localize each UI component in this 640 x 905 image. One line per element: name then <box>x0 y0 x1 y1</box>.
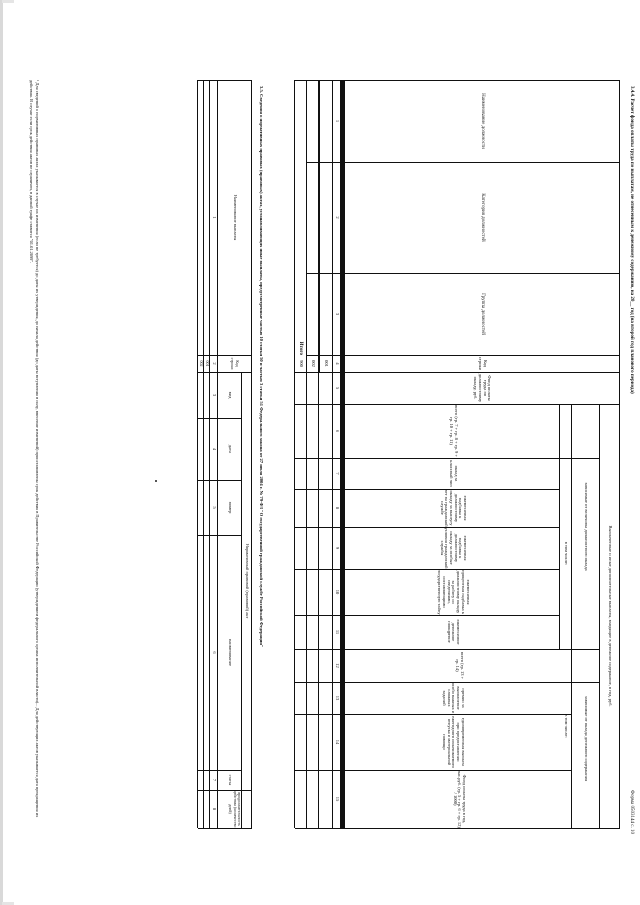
t2-header-type: вид <box>228 391 234 399</box>
col-num-4: 4 <box>334 362 340 365</box>
header-class-rank: оклад за классный чин <box>449 460 459 487</box>
header-in-that-number-2: в том числе: <box>564 714 570 738</box>
col-num-7: 7 <box>334 472 340 475</box>
footnote-text: ¹ Для сведений о нормативных правовых актах указывается в случае их изменения (если не требуется) до даты их утверждения, до начала действия (до даты вступления в силу, внесение изменений) приостановлены срок действия в Правительстве Российской Федерации (утверждением федерального органа исполнительной власти)... Для действующих актов указывается дата прекращения их действия. В случае если срок действия актов не ограничен, в данной графе ставится "01.01.2099". <box>29 80 40 818</box>
t2-col-num-3: 3 <box>212 393 218 397</box>
header-position-name: Наименование должности <box>479 93 485 149</box>
total-label: Итого <box>298 341 304 355</box>
line-code-001: 001 <box>324 360 330 367</box>
t2-col-num-1: 1 <box>212 216 218 219</box>
t2-header-number: номер <box>228 501 234 514</box>
col-num-12: 12 <box>334 663 340 668</box>
col-num-15: 15 <box>334 796 340 802</box>
table1-heading: 3.4.4. Расчет фонда оплаты труда по выплатам, не отнесенным к денежному содержанию, на 20__ год (на второй год планового периода) <box>629 86 634 394</box>
footnote <box>29 80 40 828</box>
t2-header-payment-name: Наименование выплаты <box>232 194 238 241</box>
t2-col-num-4: 4 <box>212 447 218 451</box>
col-num-13: 13 <box>334 695 340 701</box>
t2-col-num-7: 7 <box>212 778 218 782</box>
header-total-monthly: всего (гр. 7 + гр. 8 + гр. 9 + гр. 10 + гр. 11) <box>449 405 459 457</box>
t2-line-code-001: 001 <box>205 360 210 367</box>
t2-header-validity: продолжительность действия (количество дней) <box>228 790 242 828</box>
header-monthly-incentive: ежемесячное денежное поощрение <box>446 619 462 645</box>
t2-col-num-8: 8 <box>212 807 218 811</box>
table2-heading: 3.5. Сведения о нормативных правовых (правовых) актах, устанавливающих иные выплаты, предусмотренные частью 10 статьи 50 и частью 3 статьи 51 Федерального закона от 27 июля 2004 г. № 79-ФЗ "О государственной гражданской службе Российской Федерации" <box>259 86 264 648</box>
header-state-secret: ежемесячная процентная надбавка к должностному окладу за работу со сведениями, составляющими государственную тайну <box>437 569 471 615</box>
header-total-other: всего (гр. 13 + гр. 14) <box>455 651 465 680</box>
header-lump-sum: единовременная выплата при предоставлении ежегодного оплачиваемого отпуска и материальной помощи <box>441 716 466 768</box>
t2-header-date: дата <box>228 444 234 454</box>
t2-header-article: статья <box>228 774 234 786</box>
t2-header-act-group: Нормативный правовой (правовой) акт <box>244 543 250 619</box>
col-num-6: 6 <box>334 429 340 433</box>
col-num-2: 2 <box>334 216 340 219</box>
header-premiums: премии за выполнение особо важных и сложных заданий <box>441 682 466 714</box>
header-position-category: Категория должностей <box>479 193 485 242</box>
header-group-positional: зависимые от величины должностного оклада <box>584 482 590 571</box>
line-code-002: 002 <box>311 360 317 367</box>
col-num-11: 11 <box>334 629 340 635</box>
header-fund-total: Фонд оплаты труда в год, тыс.руб. (гр. 5 + гр. 6 + гр. 12) / 1000) <box>452 770 468 828</box>
col-num-8: 8 <box>334 506 340 510</box>
col-num-1: 1 <box>334 119 340 123</box>
t2-header-name: наименование <box>228 638 234 667</box>
header-line-code: Код строки <box>478 356 488 371</box>
col-num-3: 3 <box>334 312 340 316</box>
t2-col-num-5: 5 <box>212 506 218 509</box>
col-num-14: 14 <box>334 739 340 745</box>
header-group-paid: Выплаченные и иные дополнительные выплаты, входящие в денежное содержание, в год, руб. <box>607 525 613 707</box>
col-num-9: 9 <box>334 546 340 550</box>
header-seniority-bonus: ежемесячная надбавка к должностному окладу за выслугу лет на гражданской службе <box>439 489 469 527</box>
t2-col-num-2: 2 <box>212 362 218 365</box>
t2-col-num-6: 6 <box>212 651 218 654</box>
t2-line-code-002: 002 <box>199 360 204 367</box>
t2-header-line-code: Код строки <box>230 357 240 370</box>
total-code: 900 <box>299 360 305 367</box>
col-num-10: 10 <box>334 589 340 595</box>
header-fund-positional: Фонд оплаты труда по должностному окладу, руб. <box>473 373 493 403</box>
header-position-group: Группа должностей <box>479 293 485 335</box>
form-code: Форма 0503144 с. 10 <box>629 790 634 834</box>
header-special-conditions: ежемесячная надбавка к должностному окладу за особые условия гражданской службы <box>439 527 469 569</box>
header-group-content: зависимые от оклада денежного содержания <box>584 695 590 782</box>
col-num-5: 5 <box>334 386 340 390</box>
header-in-that-number: в том числе: <box>564 541 570 566</box>
